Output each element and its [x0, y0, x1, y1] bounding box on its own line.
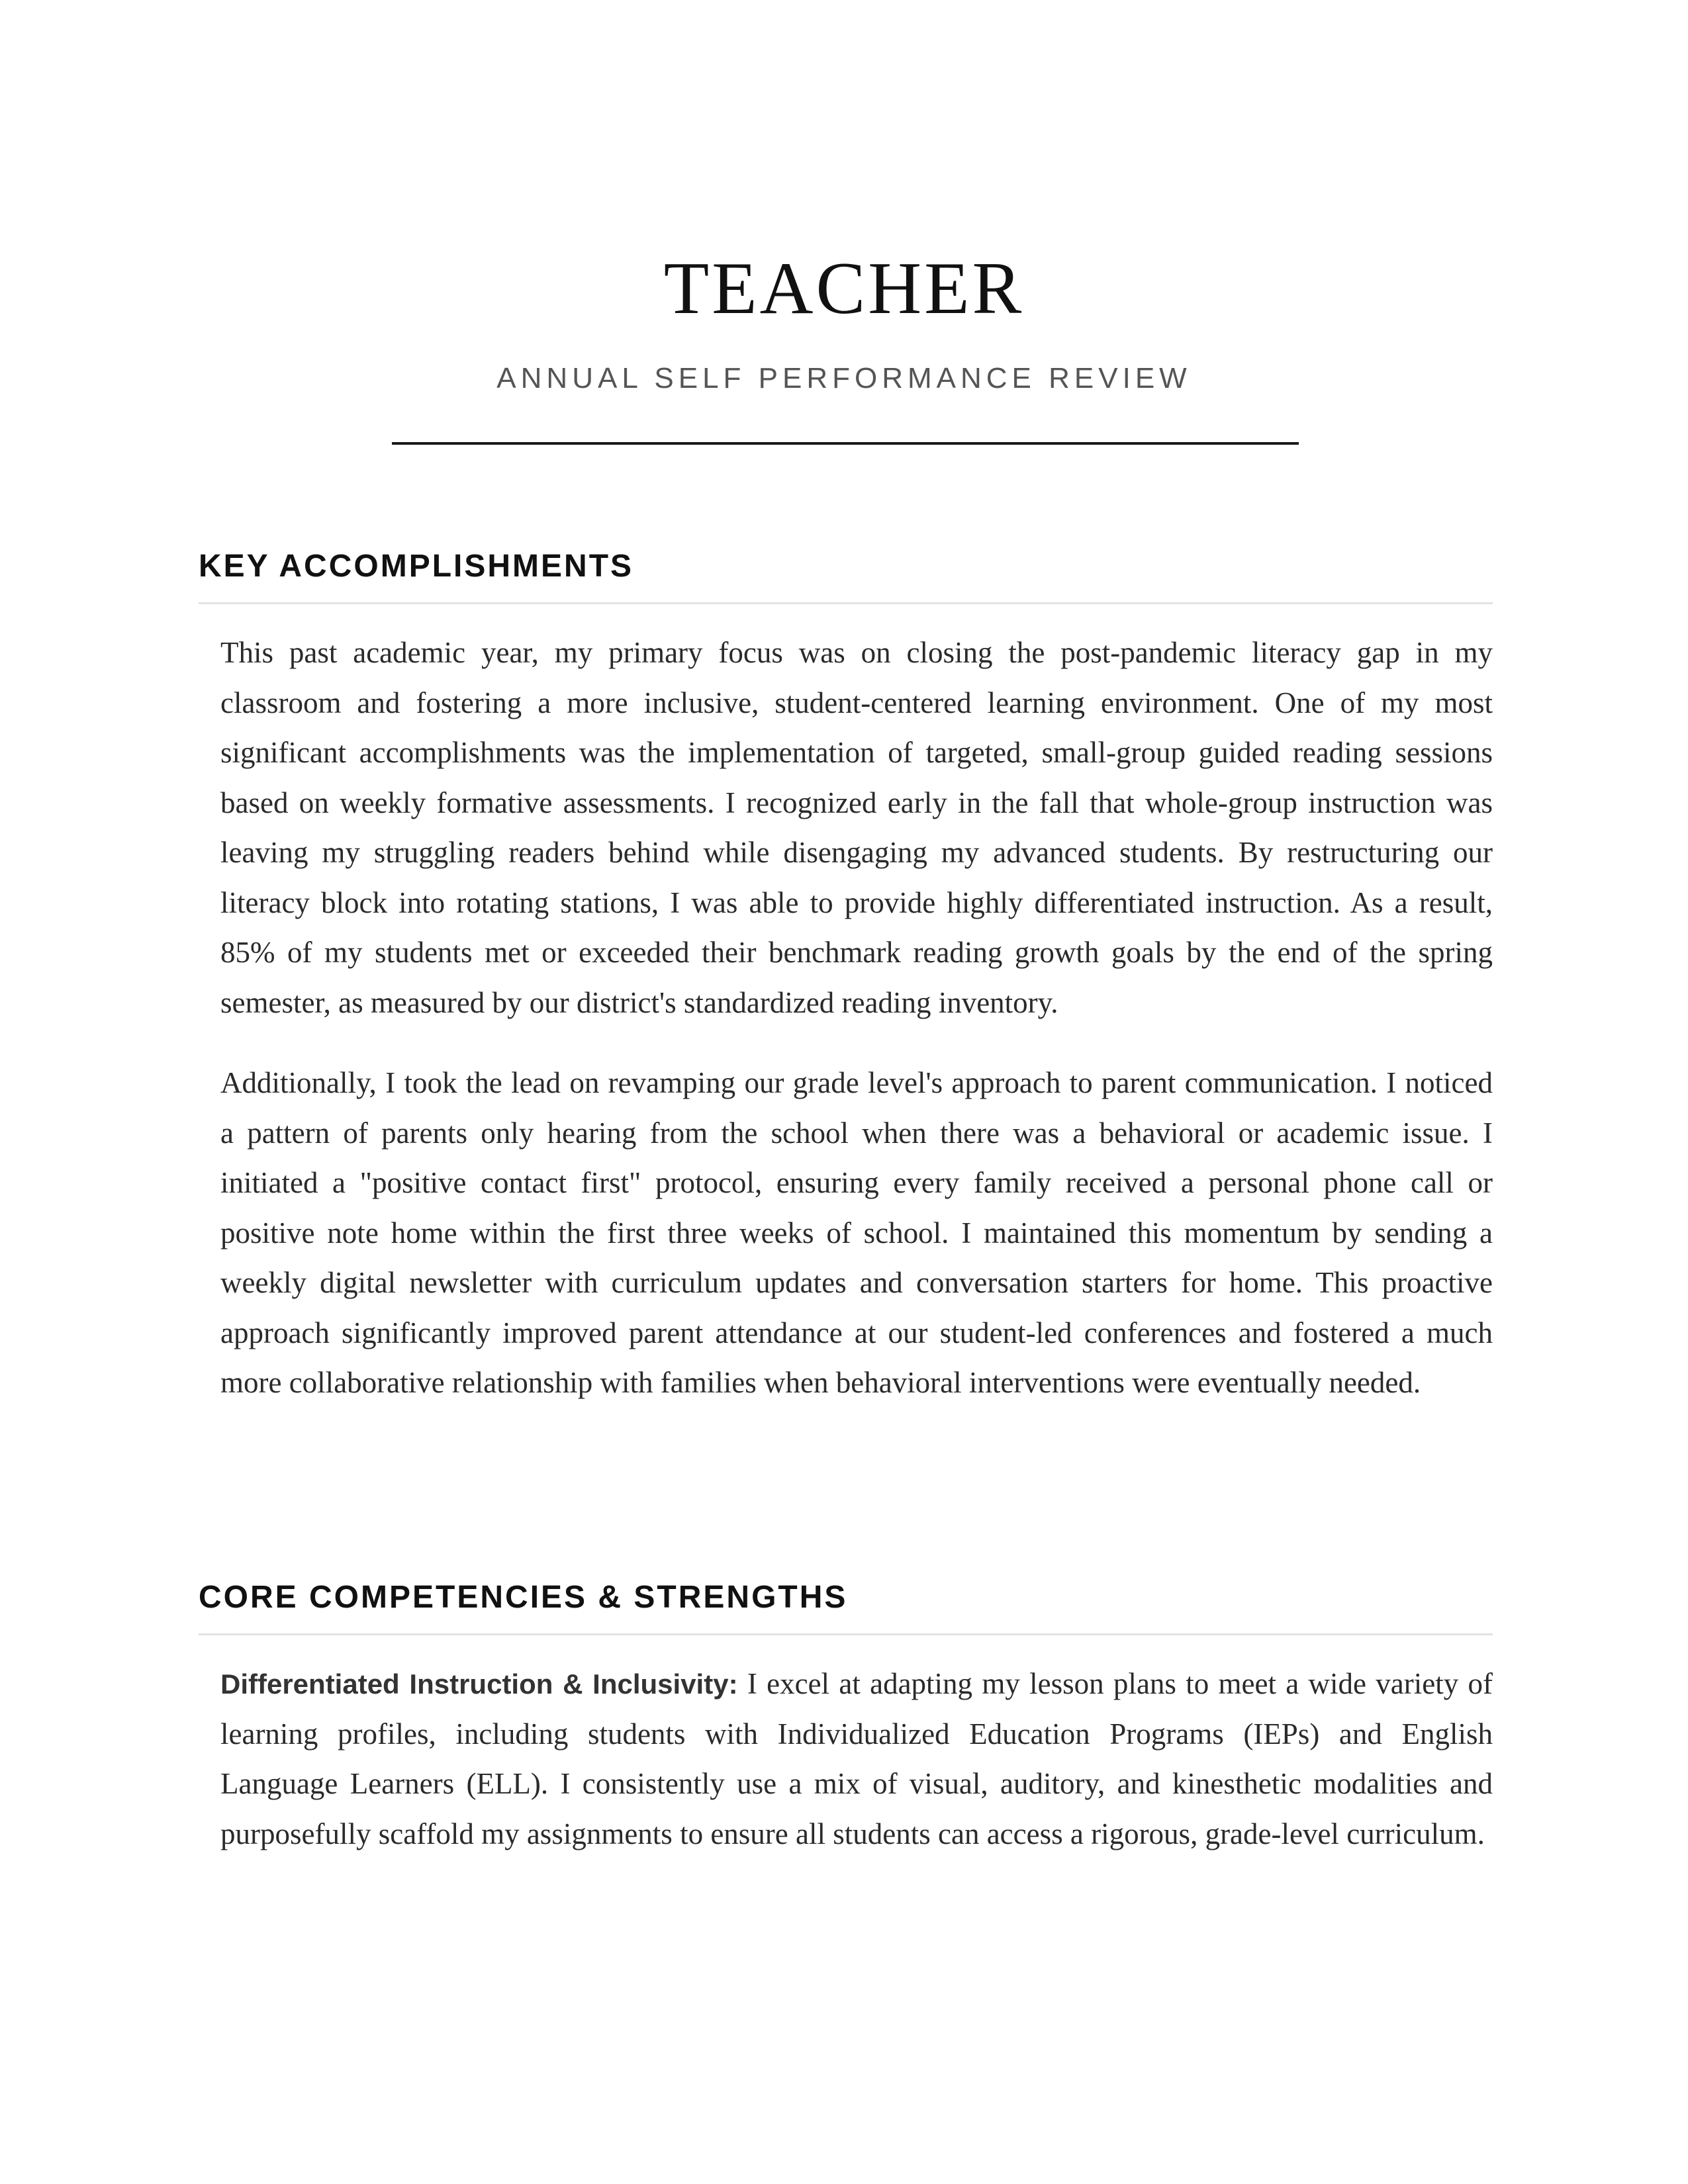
- section-core-competencies: [199, 1582, 1493, 1889]
- section-heading: CORE COMPETENCIES & STRENGTHS: [199, 1582, 1493, 1635]
- strength-title: Differentiated Instruction & Inclusivity:: [220, 1668, 738, 1700]
- paragraph: Additionally, I took the lead on revamping our grade level's approach to parent communication. I noticed a pattern of parents only hearing from the school when there was a behavioral or academic issue. I initiated a "positive contact first" protocol, ensuring every family received a personal phone call or positive note home within the first three weeks of school. I maintained this momentum by sending a weekly digital newsletter with curriculum updates and conversation starters for home. This proactive approach significantly improved parent attendance at our student-led conferences and fostered a much more collaborative relationship with families when behavioral interventions were eventually needed.: [220, 1066, 1493, 1399]
- section-key-accomplishments: [199, 551, 1493, 1439]
- section-body: [199, 628, 1493, 1408]
- document-subtitle: ANNUAL SELF PERFORMANCE REVIEW: [496, 362, 1192, 394]
- document-title: TEACHER: [663, 248, 1025, 330]
- header-divider: [392, 442, 1299, 445]
- document-header: [0, 248, 1688, 394]
- strength-item: [220, 1659, 1493, 1859]
- section-body: [199, 1659, 1493, 1859]
- paragraph: This past academic year, my primary focus was on closing the post-pandemic literacy gap in my classroom and fostering a more inclusive, student-centered learning environment. One of my most significant accomplishments was the implementation of targeted, small-group guided reading sessions based on weekly formative assessments. I recognized early in the fall that whole-group instruction was leaving my struggling readers behind while disengaging my advanced students. By restructuring our literacy block into rotating stations, I was able to provide highly differentiated instruction. As a result, 85% of my students met or exceeded their benchmark reading growth goals by the end of the spring semester, as measured by our district's standardized reading inventory.: [220, 636, 1493, 1019]
- strength-text: I excel at adapting my lesson plans to meet a wide variety of learning profiles, including students with Individualized Education Programs (IEPs) and English Language Learners (ELL). I consistently use a mix of visual, auditory, and kinesthetic modalities and purposefully scaffold my assignments to ensure all students can access a rigorous, grade-level curriculum.: [220, 1667, 1493, 1850]
- section-heading: KEY ACCOMPLISHMENTS: [199, 551, 1493, 604]
